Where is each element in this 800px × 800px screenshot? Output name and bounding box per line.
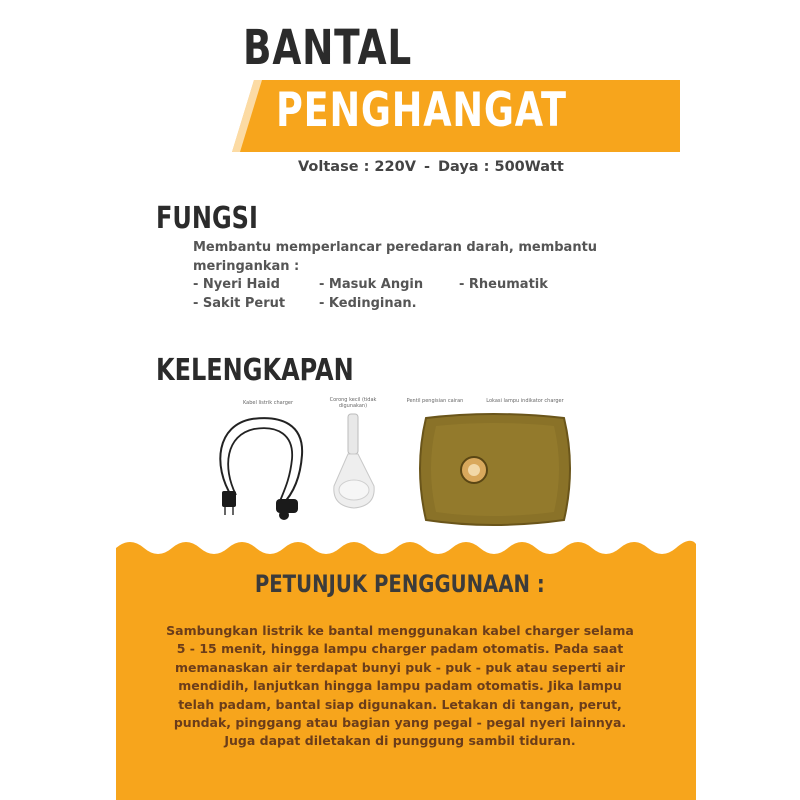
fungsi-item: - Sakit Perut xyxy=(193,296,286,311)
petunjuk-line: Sambungkan listrik ke bantal menggunakan kabel charger selama xyxy=(166,623,634,638)
petunjuk-heading-text: PETUNJUK PENGGUNAAN : xyxy=(255,570,545,598)
fungsi-intro-line: meringankan : xyxy=(193,259,300,274)
caption-funnel: Corong kecil (tidak digunakan) xyxy=(329,397,377,409)
title-line-1: BANTAL xyxy=(243,20,412,76)
fungsi-heading: FUNGSI xyxy=(156,201,258,236)
charger-cable-image xyxy=(212,405,322,525)
caption-cable: Kabel listrik charger xyxy=(242,400,293,406)
fungsi-intro xyxy=(193,238,597,276)
title-line-2: PENGHANGAT xyxy=(276,83,567,138)
voltage-spec: Voltase : 220V xyxy=(298,159,416,175)
fungsi-item: - Rheumatik xyxy=(459,277,548,292)
power-spec: Daya : 500Watt xyxy=(437,159,564,175)
petunjuk-line: pundak, pinggang atau bagian yang pegal - pegal nyeri lainnya. xyxy=(173,715,627,731)
petunjuk-line: 5 - 15 menit, hingga lampu charger padam otomatis. Pada saat xyxy=(176,641,624,657)
fungsi-item: - Masuk Angin xyxy=(319,277,424,292)
fungsi-item: - Kedinginan. xyxy=(319,296,417,311)
caption-indicator: Lokasi lampu indikator charger xyxy=(486,398,564,404)
petunjuk-heading xyxy=(0,570,800,598)
petunjuk-line: memanaskan air terdapat bunyi puk - puk - puk atau seperti air xyxy=(175,659,625,675)
kelengkapan-heading: KELENGKAPAN xyxy=(156,353,354,388)
fungsi-intro-line: Membantu memperlancar peredaran darah, membantu xyxy=(193,240,598,255)
funnel-image xyxy=(328,410,380,518)
specs-line xyxy=(298,159,564,175)
petunjuk-line: telah padam, bantal siap digunakan. Letakan di tangan, perut, xyxy=(178,696,622,712)
fungsi-item: - Nyeri Haid xyxy=(193,277,280,292)
caption-valve: Pentil pengisian cairan xyxy=(406,398,464,404)
petunjuk-body xyxy=(150,622,650,751)
petunjuk-line: Juga dapat diletakan di punggung sambil tiduran. xyxy=(224,733,576,749)
heating-pillow-image xyxy=(412,408,578,530)
petunjuk-line: mendidih, lanjutkan hingga lampu padam otomatis. Jika lampu xyxy=(178,678,622,694)
spec-separator: - xyxy=(423,159,430,175)
